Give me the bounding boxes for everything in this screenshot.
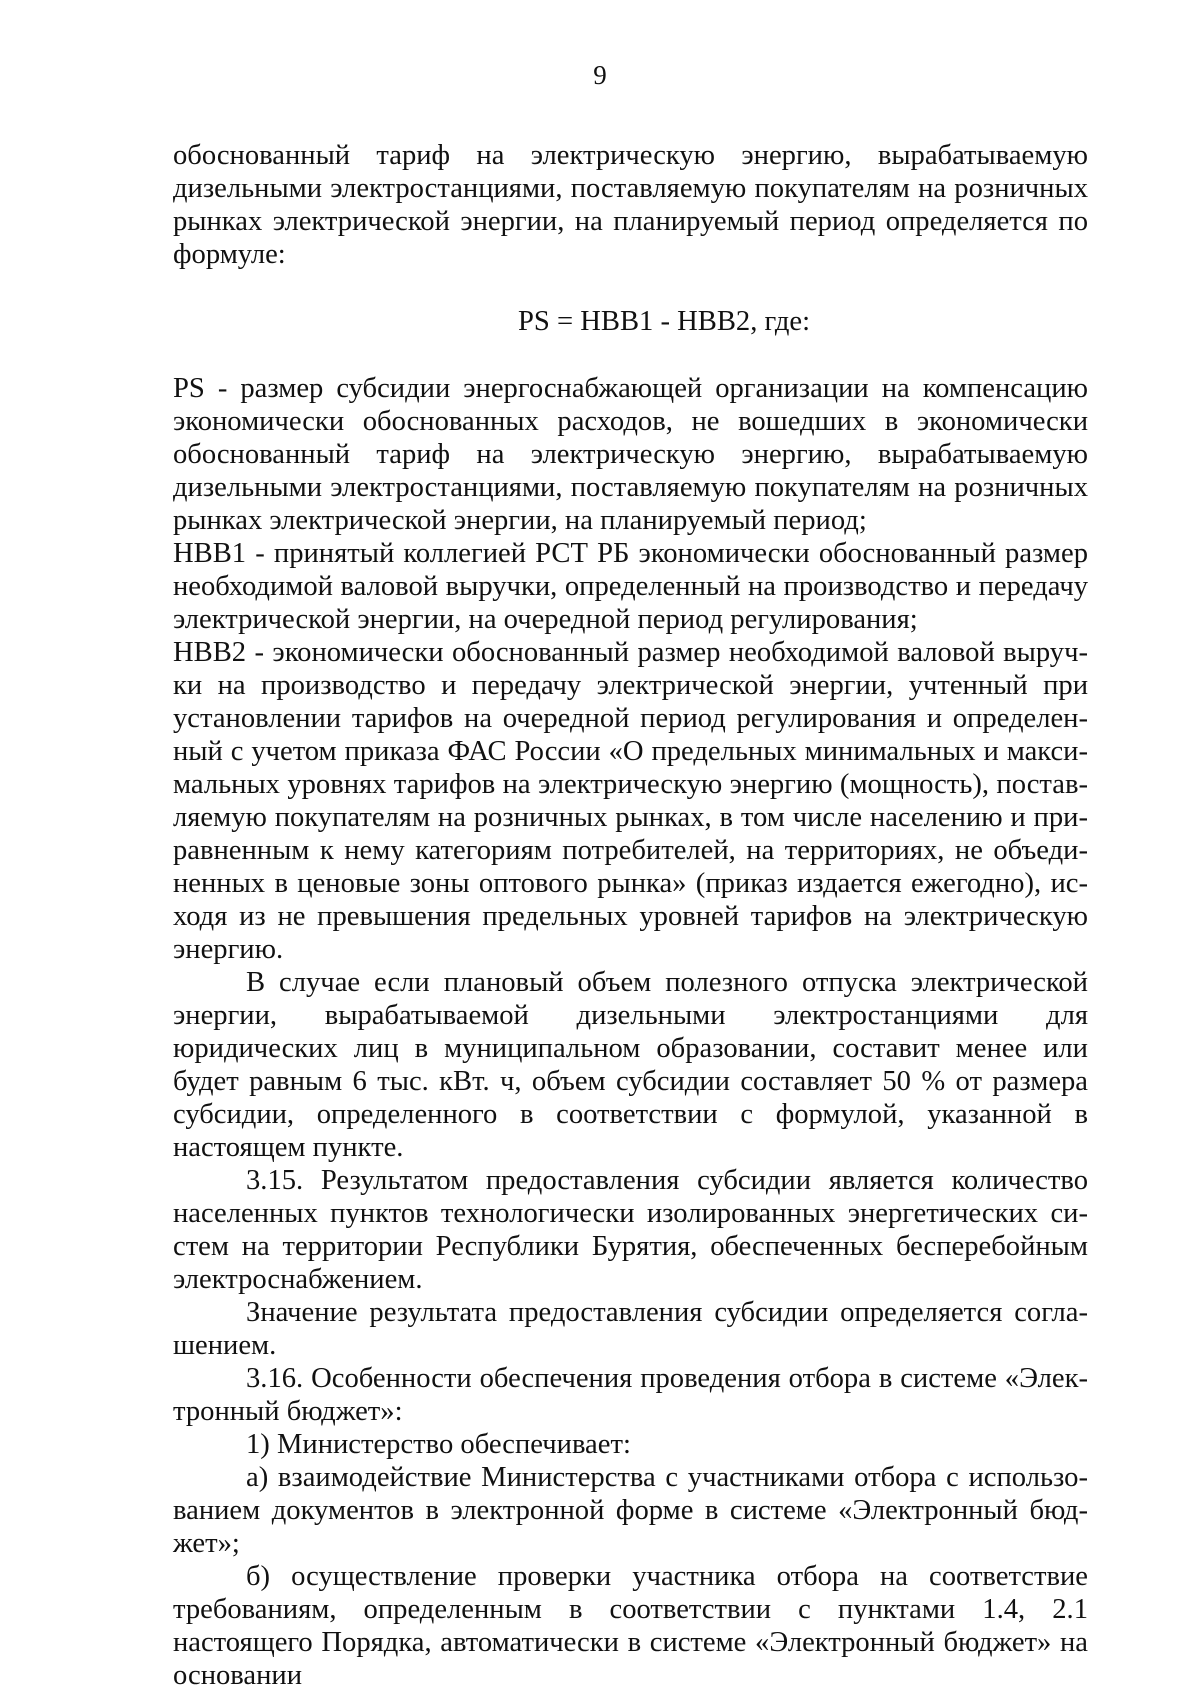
paragraph-result-value: Значение результата предоставления субсидии определяется соглашением. [173, 1297, 1088, 1361]
document-body [173, 139, 1088, 1692]
paragraph-3-15: 3.15. Результатом предоставления субсидии является количество населенных пунктов технологически изолированных энергетических систем на территории Республики Бурятия, обеспеченных бесперебойным электроснабжением. [173, 1165, 1088, 1295]
formula: PS = НВВ1 - НВВ2, где: [518, 306, 811, 337]
paragraph-formula-intro: обоснованный тариф на электрическую энергию, вырабатываемую дизельными электростанциями, поставляемую покупателям на розничных рынках электрической энергии, на планируемый период определяется по формуле: [173, 140, 1088, 270]
paragraph-3-16: 3.16. Особенности обеспечения проведения отбора в системе «Электронный бюджет»: [173, 1363, 1088, 1427]
list-item-a: а) взаимодействие Министерства с участниками отбора с использованием документов в электронной форме в системе «Электронный бюджет»; [173, 1462, 1088, 1559]
page-number: 9 [593, 60, 607, 90]
definition-ps: PS - размер субсидии энергоснабжающей организации на компенсацию экономически обоснованных расходов, не вошедших в экономически обоснованный тариф на электрическую энергию, вырабатываемую дизельными электростанциями, поставляемую покупателям на розничных рынках электрической энергии, на планируемый период; [173, 373, 1088, 536]
list-item-1: 1) Министерство обеспечивает: [246, 1429, 631, 1460]
definition-nvv2: НВВ2 - экономически обоснованный размер необходимой валовой выручки на производство и передачу электрической энергии, учтенный при установлении тарифов на очередной период регулирования и определенный с учетом приказа ФАС России «О предельных минимальных и максимальных уровнях тарифов на электрическую энергию (мощность), поставляемую покупателям на розничных рынках, в том числе населению и приравненным к нему категориям потребителей, на территориях, не объединенных в ценовые зоны оптового рынка» (приказ издается ежегодно), исходя из не превышения предельных уровней тарифов на электрическую энергию. [173, 637, 1088, 965]
definition-nvv1: НВВ1 - принятый коллегией РСТ РБ экономически обоснованный размер необходимой валовой выручки, определенный на производство и передачу электрической энергии, на очередной период регулирования; [173, 538, 1088, 635]
paragraph-subsidy-50-percent: В случае если плановый объем полезного отпуска электрической энергии, вырабатываемой дизельными электростанциями для юридических лиц в муниципальном образовании, составит менее или будет равным 6 тыс. кВт. ч, объем субсидии составляет 50 % от размера субсидии, определенного в соответствии с формулой, указанной в настоящем пункте. [173, 967, 1088, 1163]
list-item-b: б) осуществление проверки участника отбора на соответствие требованиям, определенным в соответствии с пунктами 1.4, 2.1 настоящего Порядка, автоматически в системе «Электронный бюджет» на основании [173, 1561, 1088, 1691]
